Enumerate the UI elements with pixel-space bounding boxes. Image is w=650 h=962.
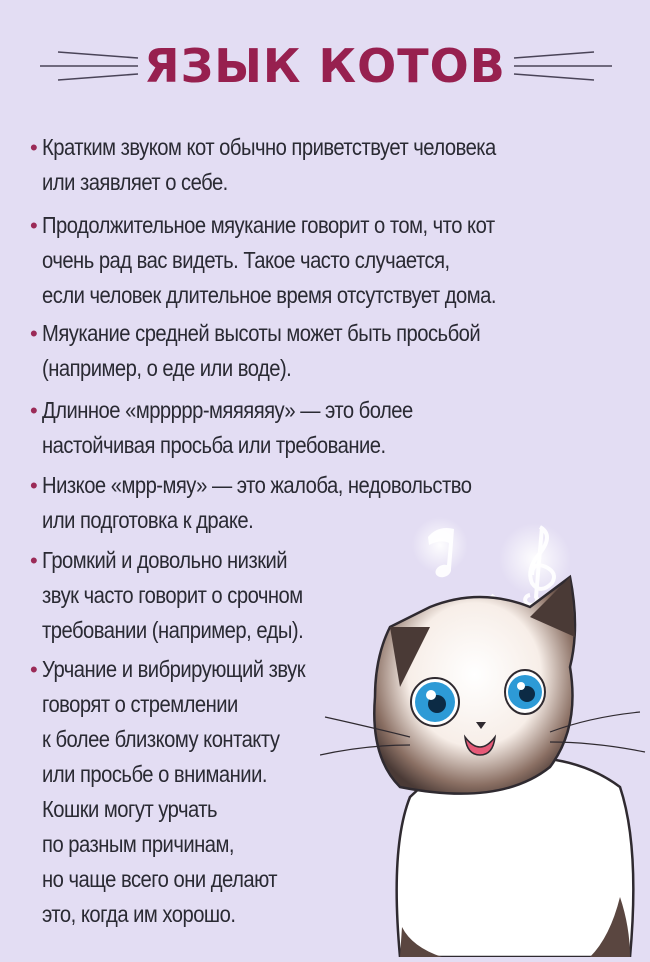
bullet-dot-icon: •: [30, 321, 38, 346]
list-item: • Кратким звуком кот обычно приветствует человека или заявляет о себе.: [30, 130, 572, 200]
bullet-dot-icon: •: [30, 398, 38, 423]
page-title: ЯЗЫК КОТОВ: [144, 39, 506, 93]
title-row: [0, 34, 650, 98]
list-item: • Продолжительное мяукание говорит о том, что кот очень рад вас видеть. Такое часто случается, если человек длительное время отсутствует дома.: [30, 208, 572, 313]
list-item: • Длинное «мррррр-мяяяяяу» — это более настойчивая просьба или требование.: [30, 393, 475, 463]
list-item: • Урчание и вибрирующий звук говорят о стремлении к более близкому контакту или просьбе о внимании. Кошки могут урчать по разным причинам, но чаще всего они делают это, когда им хорошо.: [30, 652, 350, 932]
title-right-lines-decoration: [512, 46, 612, 86]
bullet-dot-icon: •: [30, 657, 38, 682]
bullet-dot-icon: •: [30, 548, 38, 573]
list-item: • Низкое «мрр-мяу» — это жалоба, недовольство или подготовка к драке.: [30, 468, 543, 538]
bullet-dot-icon: •: [30, 473, 38, 498]
list-item: • Громкий и довольно низкий звук часто говорит о срочном требовании (например, еды).: [30, 543, 348, 648]
cat-illustration: [320, 497, 650, 957]
cat-head: [320, 577, 645, 794]
bullet-dot-icon: •: [30, 213, 38, 238]
bullet-dot-icon: •: [30, 135, 38, 160]
list-item: • Мяукание средней высоты может быть просьбой (например, о еде или воде).: [30, 316, 553, 386]
